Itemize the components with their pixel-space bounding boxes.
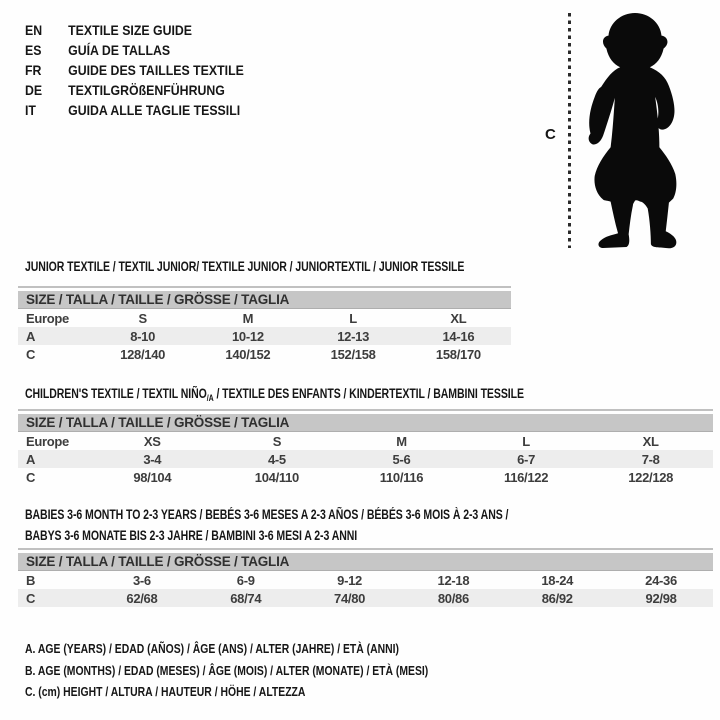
footnote-age-years: A. AGE (YEARS) / EDAD (AÑOS) / ÂGE (ANS) / ALTER (JAHRE) / ETÀ (ANNI)	[25, 641, 400, 656]
section-title-babies-line1: BABIES 3-6 MONTH TO 2-3 YEARS / BEBÉS 3-6 MESES A 2-3 AÑOS / BÉBÉS 3-6 MOIS À 2-3 ANS /	[25, 507, 509, 522]
cell: 3-4	[143, 451, 162, 467]
row-label: A	[26, 451, 36, 467]
cell: 128/140	[120, 346, 166, 362]
table-row-europe	[18, 309, 511, 327]
cell: 3-6	[132, 572, 151, 588]
table-row-months	[18, 571, 713, 589]
row-label: C	[26, 346, 36, 362]
junior-size-table	[18, 286, 511, 363]
height-measure-dotted-line	[568, 13, 571, 248]
language-label: TEXTILGRÖßENFÜHRUNG	[68, 82, 225, 98]
table-topline	[18, 286, 511, 288]
language-code: DE	[25, 82, 43, 98]
cell: 98/104	[133, 469, 172, 485]
table-size-header: SIZE / TALLA / TAILLE / GRÖSSE / TAGLIA	[18, 414, 713, 432]
table-row-height	[18, 589, 713, 607]
cell: 116/122	[503, 469, 549, 485]
section-title-junior: JUNIOR TEXTILE / TEXTIL JUNIOR/ TEXTILE JUNIOR / JUNIORTEXTIL / JUNIOR TESSILE	[25, 259, 465, 274]
table-row-age	[18, 327, 511, 345]
row-label: Europe	[26, 433, 69, 449]
table-topline	[18, 409, 713, 411]
section-title-children: CHILDREN'S TEXTILE / TEXTIL $NIÑO_{/A}$ / TEXTILE DES ENFANTS / KINDERTEXTIL / BAMBINI TESSILE	[25, 386, 524, 403]
row-label: C	[26, 469, 36, 485]
cell: 152/158	[330, 346, 376, 362]
language-row-en	[25, 20, 244, 40]
cell: 86/92	[541, 590, 573, 606]
cell: 10-12	[232, 328, 264, 344]
legend-footnotes	[25, 638, 529, 703]
language-label: TEXTILE SIZE GUIDE	[68, 22, 193, 38]
cell: M	[396, 433, 407, 449]
cell: 122/128	[628, 469, 674, 485]
row-label: B	[26, 572, 36, 588]
cell: 6-7	[517, 451, 536, 467]
cell: XL	[450, 310, 467, 326]
children-size-table	[18, 409, 713, 486]
language-code: EN	[25, 22, 43, 38]
cell: 68/74	[230, 590, 262, 606]
language-code: IT	[25, 102, 36, 118]
table-topline	[18, 548, 713, 550]
table-size-header: SIZE / TALLA / TAILLE / GRÖSSE / TAGLIA	[18, 553, 713, 571]
cell: M	[242, 310, 254, 326]
cell: L	[522, 433, 530, 449]
cell: 80/86	[437, 590, 469, 606]
language-label: GUIDA ALLE TAGLIE TESSILI	[68, 102, 241, 118]
table-size-header: SIZE / TALLA / TAILLE / GRÖSSE / TAGLIA	[18, 291, 511, 309]
cell: XL	[642, 433, 659, 449]
language-label: GUÍA DE TALLAS	[68, 42, 171, 58]
cell: 158/170	[435, 346, 481, 362]
language-code: FR	[25, 62, 42, 78]
table-row-height	[18, 468, 713, 486]
row-label: C	[26, 590, 36, 606]
cell: S	[138, 310, 147, 326]
cell: 4-5	[267, 451, 286, 467]
language-code: ES	[25, 42, 42, 58]
cell: 104/110	[254, 469, 299, 485]
cell: 5-6	[392, 451, 411, 467]
cell: S	[272, 433, 282, 449]
row-label: Europe	[26, 310, 69, 326]
cell: 12-18	[437, 572, 470, 588]
cell: 24-36	[645, 572, 677, 588]
language-row-it	[25, 100, 244, 120]
cell: 74/80	[334, 590, 366, 606]
cell: 7-8	[641, 451, 660, 467]
cell: 110/116	[379, 469, 424, 485]
cell: 140/152	[225, 346, 271, 362]
table-row-age	[18, 450, 713, 468]
cell: 62/68	[126, 590, 158, 606]
cell: 18-24	[541, 572, 574, 588]
table-row-europe	[18, 432, 713, 450]
language-row-fr	[25, 60, 244, 80]
cell: 12-13	[337, 328, 369, 344]
cell: 9-12	[337, 572, 362, 588]
section-title-babies-line2: BABYS 3-6 MONATE BIS 2-3 JAHRE / BAMBINI 3-6 MESI A 2-3 ANNI	[25, 528, 358, 543]
footnote-age-months: B. AGE (MONTHS) / EDAD (MESES) / ÂGE (MOIS) / ALTER (MONATE) / ETÀ (MESI)	[25, 662, 429, 678]
height-measure-label: C	[545, 126, 556, 143]
language-label: GUIDE DES TAILLES TEXTILE	[68, 62, 244, 78]
cell: 92/98	[645, 590, 677, 606]
cell: XS	[143, 433, 161, 449]
gender-suffix: /A	[206, 393, 214, 403]
footnote-height-cm: C. (cm) HEIGHT / ALTURA / HAUTEUR / HÖHE / ALTEZZA	[25, 684, 306, 699]
cell: 14-16	[442, 328, 475, 344]
cell: 8-10	[130, 328, 156, 344]
language-row-de	[25, 80, 244, 100]
babies-size-table	[18, 548, 713, 607]
language-list	[25, 20, 274, 120]
cell: 6-9	[236, 572, 255, 588]
toddler-silhouette-icon	[582, 10, 688, 250]
table-row-height	[18, 345, 511, 363]
language-row-es	[25, 40, 244, 60]
cell: L	[349, 310, 357, 326]
row-label: A	[26, 328, 36, 344]
